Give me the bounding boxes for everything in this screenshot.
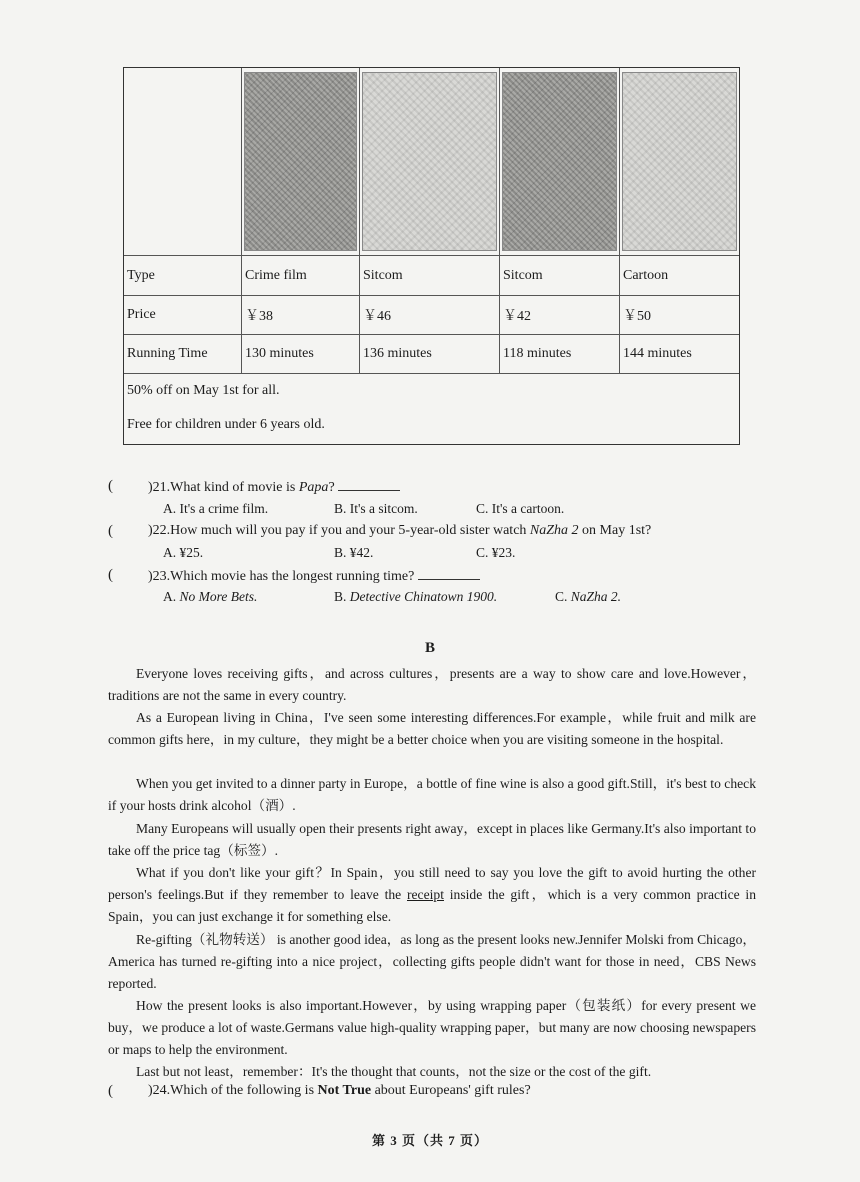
movie-poster-image <box>362 72 497 251</box>
question-24 <box>148 1083 531 1099</box>
type-cell: Crime film <box>242 256 360 295</box>
option-b: B. ¥42. <box>334 545 374 560</box>
type-cell: Sitcom <box>360 256 500 295</box>
underlined-word: receipt <box>407 887 444 902</box>
paragraph-text: What if you don't like your gift？In Spain，you still need to say you love the gift to avoid hurting the other person's feelings.But if they remember to leave the <box>108 865 756 902</box>
price-cell: ￥46 <box>360 296 500 334</box>
answer-paren: ( <box>108 1083 113 1099</box>
answer-paren: ( <box>108 478 113 494</box>
row-label: Running Time <box>124 335 242 373</box>
question-23 <box>148 567 480 585</box>
table-notes <box>127 374 727 442</box>
option-label: C. <box>555 589 568 604</box>
price-cell: ￥50 <box>623 309 651 324</box>
paragraph-text: Everyone loves receiving gifts，and across cultures，presents are a way to show care and love.However，traditions are not the same in every country. <box>108 666 756 703</box>
movie-poster-image <box>622 72 737 251</box>
type-row <box>124 256 739 296</box>
option-b: B. It's a sitcom. <box>334 501 418 516</box>
empty-corner-cell <box>124 68 242 255</box>
paragraph-text: How the present looks is also important.However，by using wrapping paper（包装纸）for every present we buy，we produce a lot of waste.Germans value high-quality wrapping paper，but many are now choosing newspapers or maps to help the environment. <box>108 998 756 1057</box>
type-cell: Sitcom <box>500 256 620 295</box>
option-label: B. <box>334 589 347 604</box>
passage-paragraph <box>108 995 756 1061</box>
movie-table <box>123 67 740 445</box>
time-cell: 118 minutes <box>500 335 620 373</box>
question-text: )22.How much will you pay if you and your 5-year-old sister watch <box>148 523 530 538</box>
option-c: C. ¥23. <box>476 545 516 560</box>
question-text: on May 1st? <box>578 523 652 538</box>
poster-cell <box>500 68 620 255</box>
option-a: A. It's a crime film. <box>163 501 269 516</box>
paragraph-text: Many Europeans will usually open their presents right away，except in places like Germany.It's also important to take off the price tag（标签）. <box>108 821 756 858</box>
movie-title: NaZha 2 <box>529 523 579 538</box>
time-cell: 130 minutes <box>242 335 360 373</box>
movie-title: NaZha 2. <box>570 589 622 604</box>
page-number: 第 3 页（共 7 页） <box>372 1133 489 1148</box>
passage-paragraph <box>108 929 756 995</box>
poster-row <box>124 68 739 256</box>
question-text: ? <box>328 480 335 495</box>
passage-paragraph <box>108 773 756 817</box>
movie-poster-image <box>244 72 357 251</box>
passage-paragraph <box>108 707 756 751</box>
poster-cell <box>360 68 500 255</box>
poster-cell <box>620 68 739 255</box>
price-cell: ￥38 <box>242 296 360 334</box>
movie-title: Papa <box>298 480 329 495</box>
question-text: about Europeans' gift rules? <box>371 1083 531 1098</box>
question-text: )23.Which movie has the longest running time? <box>148 569 415 584</box>
paragraph-text: Re-gifting（礼物转送） is another good idea，as long as the present looks new.Jennifer Molski from Chicago，America has turned re-gifting into a nice project，collecting gifts people didn't want for those in need，CBS News reported. <box>108 932 756 991</box>
answer-blank <box>338 478 400 491</box>
option-label: A. <box>163 589 177 604</box>
answer-paren: ( <box>108 523 113 539</box>
discount-note: 50% off on May 1st for all. <box>127 383 280 398</box>
movie-title: No More Bets. <box>179 589 258 604</box>
paragraph-text: inside the gift，which is a very common practice in Spain，you can just exchange it for something else. <box>108 887 756 924</box>
question-text: )24.Which of the following is <box>148 1083 318 1098</box>
option-c: C. It's a cartoon. <box>476 501 565 516</box>
answer-blank <box>418 567 480 580</box>
paragraph-text: Last but not least，remember：It's the thought that counts，not the size or the cost of the gift. <box>136 1064 652 1079</box>
question-22 <box>148 523 651 539</box>
passage-paragraph <box>108 818 756 862</box>
children-note: Free for children under 6 years old. <box>127 417 325 432</box>
option-a: A. ¥25. <box>163 545 204 560</box>
price-row <box>124 296 739 335</box>
answer-paren: ( <box>108 567 113 583</box>
option-c <box>555 589 621 605</box>
type-cell: Cartoon <box>623 267 669 283</box>
movie-title: Detective Chinatown 1900. <box>349 589 498 604</box>
passage-paragraph <box>108 1061 756 1083</box>
movie-poster-image <box>502 72 617 251</box>
poster-cell <box>242 68 360 255</box>
time-cell: 136 minutes <box>360 335 500 373</box>
question-text: )21.What kind of movie is <box>148 480 299 495</box>
paragraph-text: When you get invited to a dinner party in Europe，a bottle of fine wine is also a good gift.Still，it's best to check if your hosts drink alcohol（酒）. <box>108 776 756 813</box>
section-heading: B <box>425 640 436 656</box>
passage-paragraph <box>108 663 756 707</box>
emphasis-text: Not True <box>317 1083 372 1098</box>
running-time-row <box>124 335 739 374</box>
question-21 <box>148 478 400 496</box>
paragraph-text: As a European living in China，I've seen some interesting differences.For example，while fruit and milk are common gifts here，in my culture，they might be a better choice when you are visiting someone in the hospital. <box>108 710 756 747</box>
option-b <box>334 589 497 605</box>
price-cell: ￥42 <box>500 296 620 334</box>
passage-paragraph <box>108 862 756 928</box>
row-label: Price <box>124 296 242 334</box>
time-cell: 144 minutes <box>623 346 692 361</box>
row-label: Type <box>124 256 242 295</box>
option-a <box>163 589 257 605</box>
